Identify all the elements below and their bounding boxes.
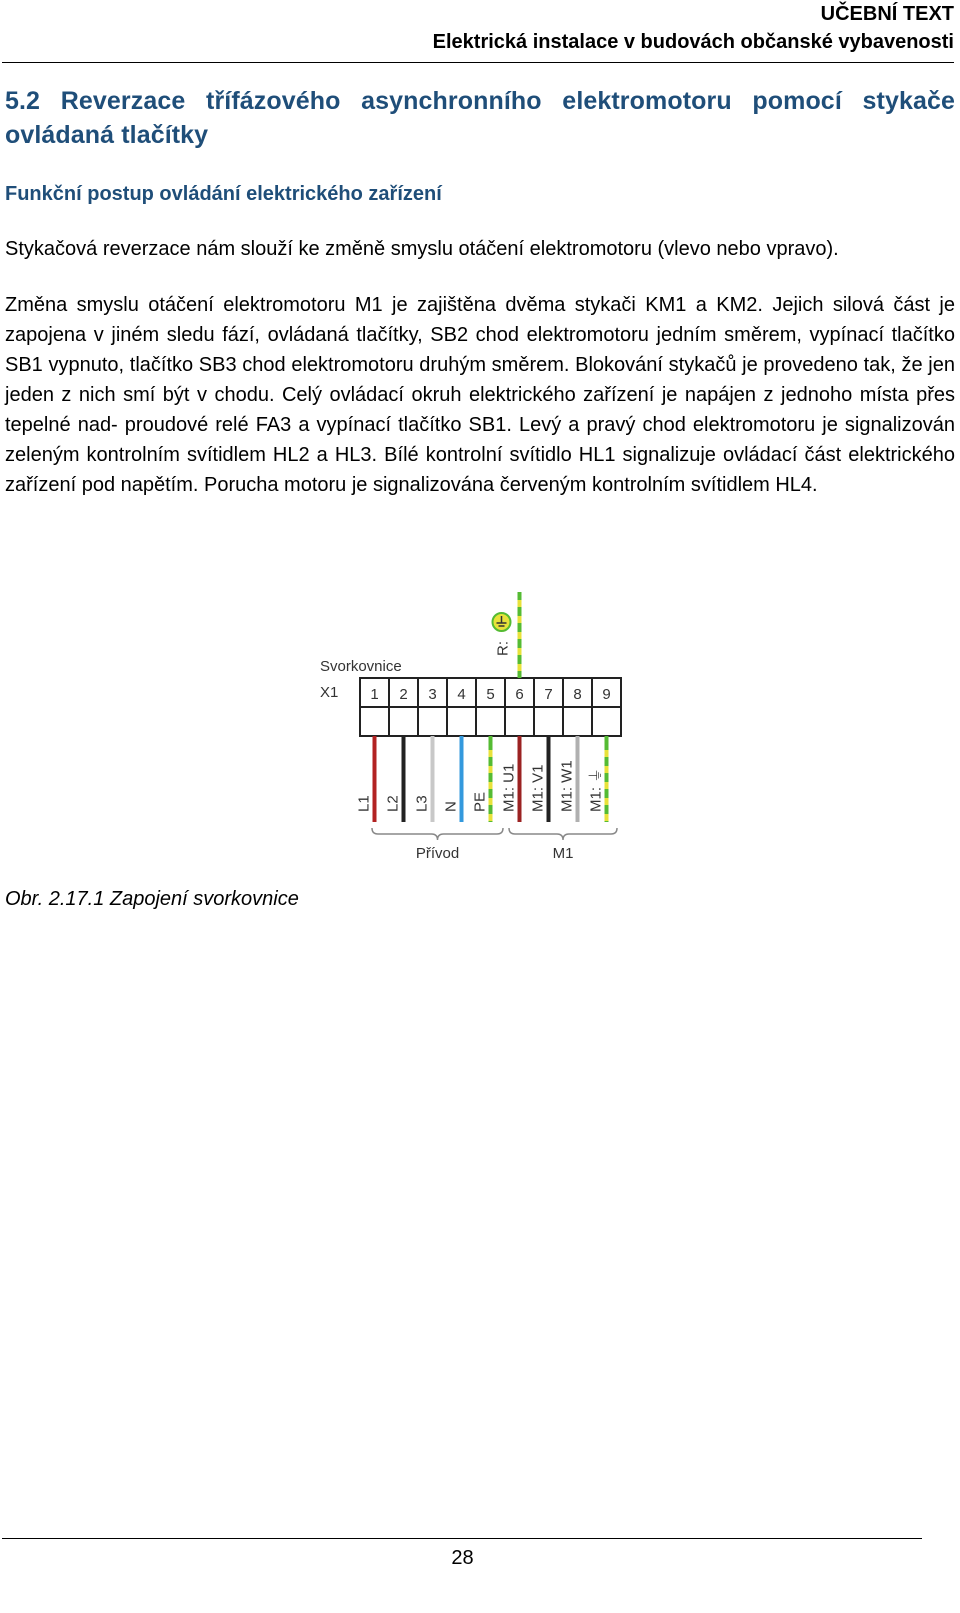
header-rule [2, 62, 954, 63]
wire-label: M1: V1 [529, 764, 547, 812]
terminal-block-figure [310, 590, 640, 870]
section-title: 5.2 Reverzace třífázového asynchronního elektromotoru pomocí stykače ovládaná tlačítky [5, 87, 955, 149]
terminal-number: 5 [486, 686, 495, 703]
group-privod-label: Přívod [415, 845, 460, 862]
terminal-block-diagram [310, 590, 640, 870]
figure-caption: Obr. 2.17.1 Zapojení svorkovnice [5, 888, 299, 910]
terminal-number: 2 [399, 686, 408, 703]
page-number: 28 [451, 1547, 474, 1569]
header-title: UČEBNÍ TEXT [820, 3, 954, 25]
group-privod-brace [372, 828, 503, 840]
terminals [356, 592, 622, 862]
paragraph-1: Stykačová reverzace nám slouží ke změně smyslu otáčení elektromotoru (vlevo nebo vpravo). [5, 238, 839, 260]
terminal-number: 9 [602, 686, 611, 703]
wire-label: M1: U1 [500, 763, 518, 812]
wire-label: PE [471, 791, 489, 812]
paragraph-2: Změna smyslu otáčení elektromotoru M1 je zajištěna dvěma stykači KM1 a KM2. Jejich silová část je zapojena v jiném sledu fází, ovládaná tlačítky, SB2 chod elektromotoru jedním směrem, vypínací tlačítko SB1 vypnuto, tlačítko SB3 chod elektromotoru druhým směrem. Blokování stykačů je provedeno tak, že jen jeden z nich smí být v chodu. Celý ovládací okruh elektrického zařízení je napájen z jednoho místa přes tepelné nad- proudové relé FA3 a vypínací tlačítko SB1. Levý a pravý chod elektromotoru je signalizován zeleným kontrolním svítidlem HL2 a HL3. Bílé kontrolní svítidlo HL1 signalizuje ovládací část elektrického zařízení pod napětím. Porucha motoru je signalizována červeným kontrolním svítidlem HL4. [5, 294, 955, 496]
terminal-number: 3 [428, 686, 437, 703]
subheading: Funkční postup ovládání elektrického zařízení [5, 183, 442, 205]
group-m1-brace [509, 828, 617, 840]
block-label: Svorkovnice [320, 658, 402, 675]
footer-rule [2, 1538, 922, 1539]
terminal-number: 8 [573, 686, 582, 703]
wire-label: L3 [413, 795, 431, 812]
wire-label: L2 [384, 795, 402, 812]
top-wire-label: R: [494, 641, 512, 656]
terminal-number: 4 [457, 686, 466, 703]
terminal-number: 6 [515, 686, 524, 703]
wire-label: N [442, 801, 460, 812]
group-m1-label: M1 [552, 845, 574, 862]
header-subtitle: Elektrická instalace v budovách občanské vybavenosti [432, 31, 954, 53]
block-id: X1 [320, 684, 339, 701]
terminal-number: 7 [544, 686, 553, 703]
terminal-number: 1 [370, 686, 379, 703]
wire-label: L1 [355, 795, 373, 812]
wire-label: M1: ⏚ [587, 767, 605, 812]
wire-label: M1: W1 [558, 760, 576, 812]
page-header [0, 0, 954, 56]
page-content [5, 84, 955, 500]
